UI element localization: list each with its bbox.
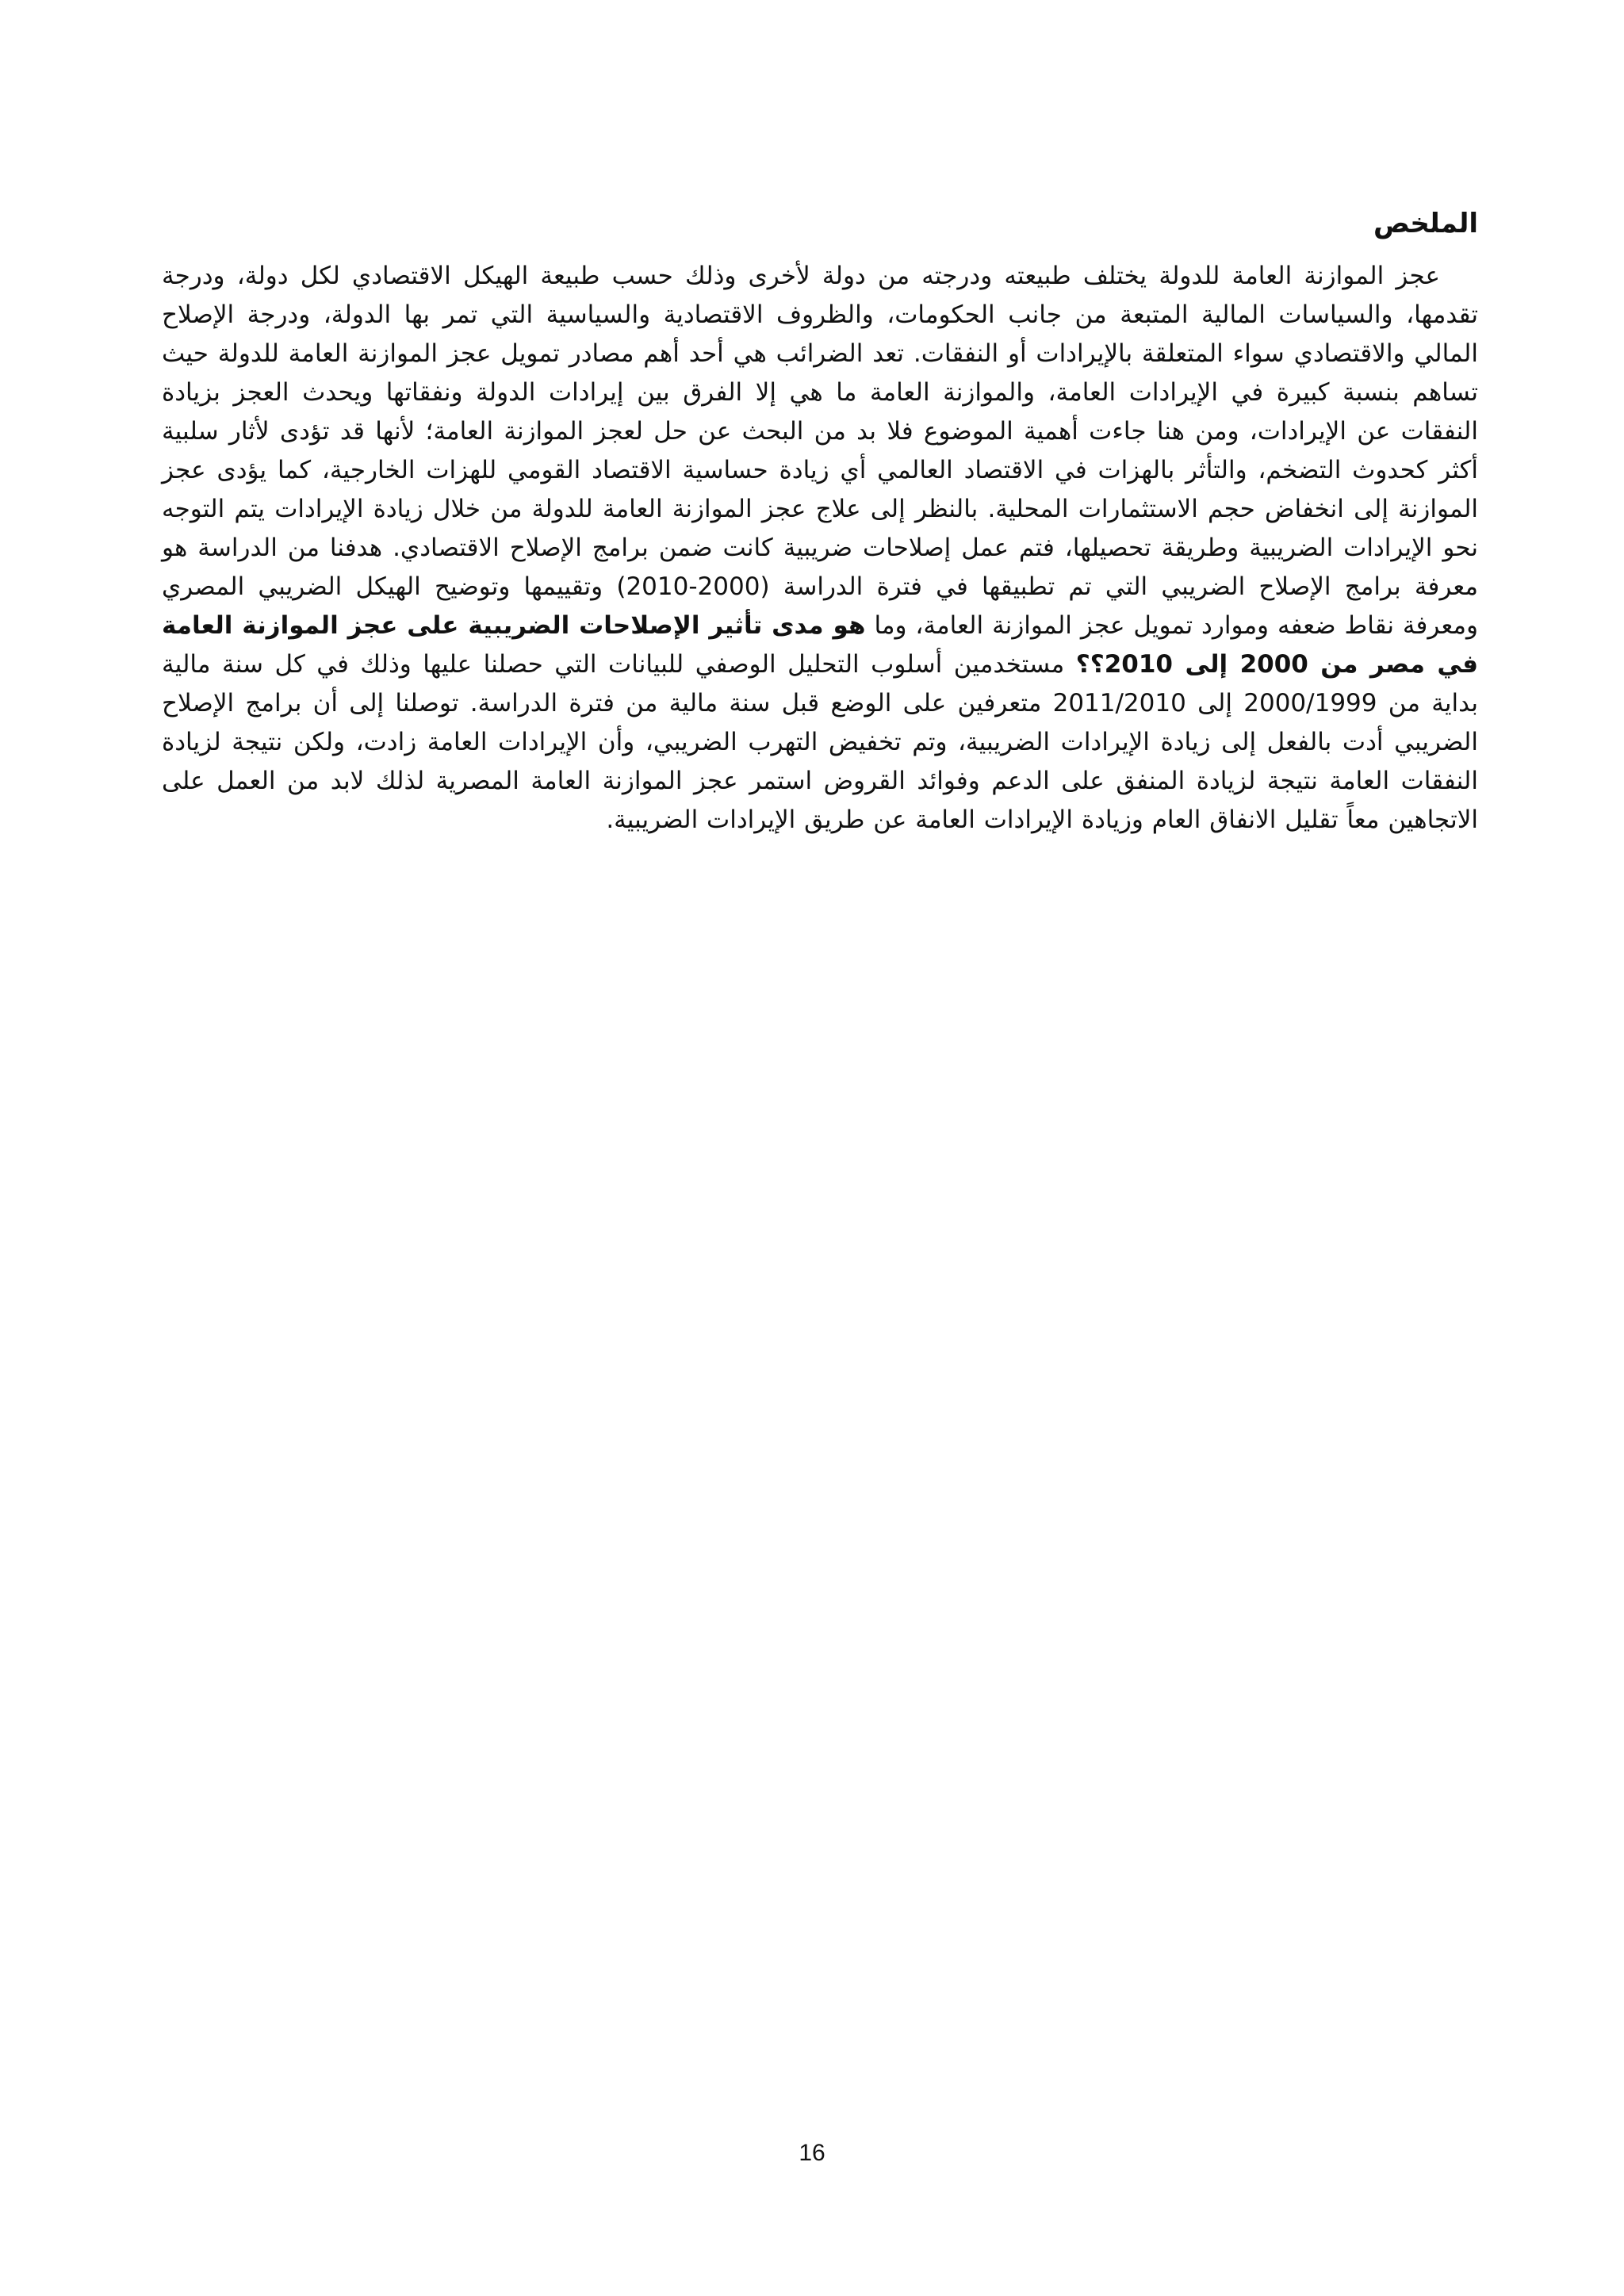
abstract-section bbox=[162, 205, 1478, 840]
abstract-heading: الملخص bbox=[1373, 208, 1478, 239]
page-number: 16 bbox=[799, 2140, 825, 2166]
abstract-text-part2: مستخدمين أسلوب التحليل الوصفي للبيانات التي حصلنا عليها وذلك في كل سنة مالية بداية من 2000/1999 إلى 2011/2010 متعرفين على الوضع قبل سنة مالية من فترة الدراسة. توصلنا إلى أن برامج الإصلاح الضريبي أدت بالفعل إلى زيادة الإيرادات الضريبية، وتم تخفيض التهرب الضريبي، وأن الإيرادات العامة زادت، ولكن نتيجة لزيادة النفقات العامة نتيجة لزيادة المنفق على الدعم وفوائد القروض استمر عجز الموازنة العامة المصرية لذلك لابد من العمل على الاتجاهين معاً تقليل الانفاق العام وزيادة الإيرادات العامة عن طريق الإيرادات الضريبية. bbox=[162, 650, 1479, 834]
research-question: هو مدى تأثير الإصلاحات الضريبية على عجز الموازنة العامة في مصر من 2000 إلى 2010؟؟ bbox=[162, 611, 1479, 679]
abstract-text-part1: عجز الموازنة العامة للدولة يختلف طبيعته ودرجته من دولة لأخرى وذلك حسب طبيعة الهيكل الاقتصادي لكل دولة، ودرجة تقدمها، والسياسات المالية المتبعة من جانب الحكومات، والظروف الاقتصادية والسياسية التي تمر بها الدولة، ودرجة الإصلاح المالي والاقتصادي سواء المتعلقة بالإيرادات أو النفقات. تعد الضرائب هي أحد أهم مصادر تمويل عجز الموازنة العامة للدولة حيث تساهم بنسبة كبيرة في الإيرادات العامة، والموازنة العامة ما هي إلا الفرق بين إيرادات الدولة ونفقاتها ويحدث العجز بزيادة النفقات عن الإيرادات، ومن هنا جاءت أهمية الموضوع فلا بد من البحث عن حل لعجز الموازنة العامة؛ لأنها قد تؤدى لأثار سلبية أكثر كحدوث التضخم، والتأثر بالهزات في الاقتصاد العالمي أي زيادة حساسية الاقتصاد القومي للهزات الخارجية، كما يؤدى عجز الموازنة إلى انخفاض حجم الاستثمارات المحلية. بالنظر إلى علاج عجز الموازنة العامة للدولة من خلال زيادة الإيرادات يتم التوجه نحو الإيرادات الضريبية وطريقة تحصيلها، فتم عمل إصلاحات ضريبية كانت ضمن برامج الإصلاح الاقتصادي. هدفنا من الدراسة هو معرفة برامج الإصلاح الضريبي التي تم تطبيقها في فترة الدراسة (2000-2010) وتقييمها وتوضيح الهيكل الضريبي المصري ومعرفة نقاط ضعفه وموارد تمويل عجز الموازنة العامة، وما bbox=[162, 262, 1478, 640]
abstract-paragraph bbox=[162, 257, 1478, 840]
